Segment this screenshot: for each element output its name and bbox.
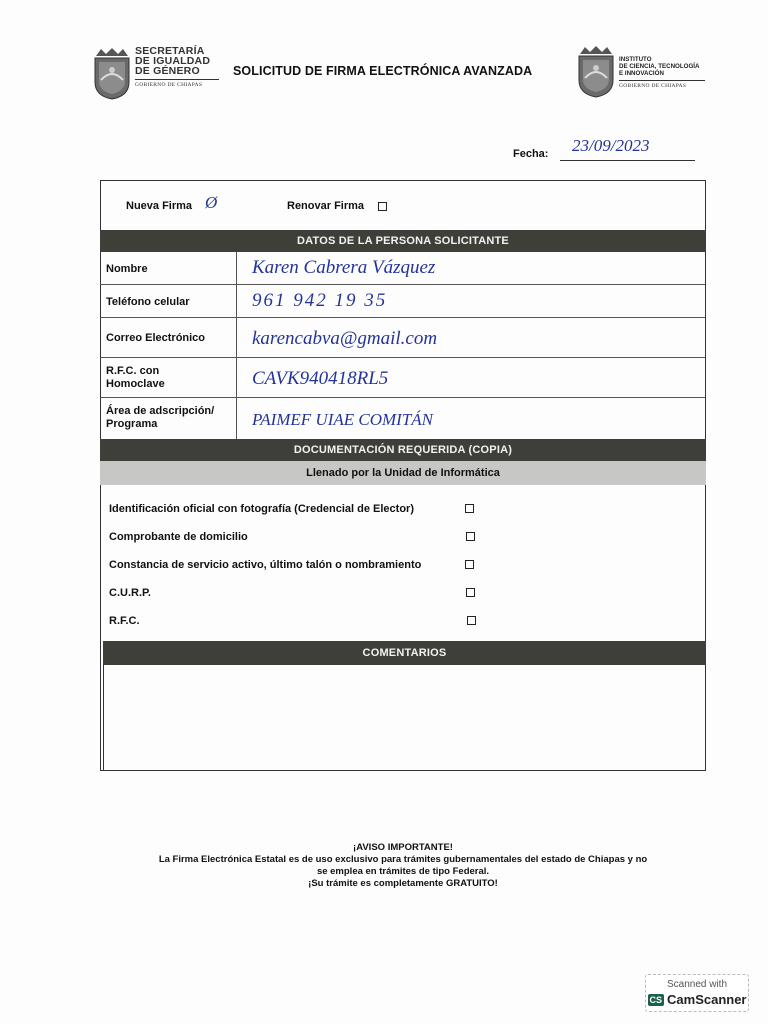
logo-subtitle: GOBIERNO DE CHIAPAS [619, 80, 705, 89]
logo-line: DE GÉNERO [135, 65, 200, 77]
logo-line: SECRETARÍA [135, 45, 205, 57]
camscanner-watermark [645, 974, 749, 1012]
area-field[interactable]: PAIMEF UIAE COMITÁN [252, 410, 433, 429]
renovar-firma-checkbox[interactable] [378, 202, 387, 211]
logo-line: DE CIENCIA, TECNOLOGÍA [619, 63, 700, 70]
nombre-field[interactable]: Karen Cabrera Vázquez [252, 257, 436, 278]
aviso-title: ¡AVISO IMPORTANTE! [353, 842, 453, 853]
documento-checkbox[interactable] [466, 532, 475, 541]
documento-label: C.U.R.P. [109, 587, 151, 599]
documento-checkbox[interactable] [465, 560, 474, 569]
documentacion-section-header: DOCUMENTACIÓN REQUERIDA (COPIA) [100, 439, 706, 461]
comentarios-field[interactable] [103, 665, 706, 771]
watermark-brand: CamScanner [667, 992, 747, 1007]
instituto-logo [577, 44, 705, 98]
field-label: Área de adscripción/ Programa [106, 405, 215, 430]
logo-line: E INNOVACIÓN [619, 70, 664, 77]
chiapas-shield-icon [93, 46, 131, 100]
datos-section-header: DATOS DE LA PERSONA SOLICITANTE [100, 230, 706, 252]
telefono-field[interactable]: 961 942 19 35 [252, 290, 388, 311]
camscanner-logo-icon: CS [649, 994, 663, 1005]
form-row-area [100, 398, 705, 439]
form-row-nombre [100, 252, 705, 285]
documento-label: Comprobante de domicilio [109, 531, 248, 543]
fecha-label: Fecha: [513, 148, 549, 160]
aviso-line: ¡Su trámite es completamente GRATUITO! [308, 878, 498, 889]
fecha-value: 23/09/2023 [572, 136, 650, 155]
form-row-rfc [100, 358, 705, 398]
rfc-field[interactable]: CAVK940418RL5 [252, 368, 389, 389]
documento-label: R.F.C. [109, 615, 140, 627]
logo-line: DE IGUALDAD [135, 55, 211, 67]
secretaria-logo [93, 46, 219, 100]
aviso-line: se emplea en trámites de tipo Federal. [316, 866, 490, 877]
chiapas-shield-icon [577, 44, 615, 98]
documento-label: Constancia de servicio activo, último talón o nombramiento [109, 559, 422, 571]
documento-label: Identificación oficial con fotografía (Credencial de Elector) [109, 503, 414, 515]
renovar-firma-label: Renovar Firma [287, 200, 365, 212]
field-label: Teléfono celular [106, 296, 190, 308]
documento-checkbox[interactable] [466, 588, 475, 597]
nueva-firma-checkbox[interactable]: Ø [205, 193, 218, 212]
documento-checkbox[interactable] [467, 616, 476, 625]
correo-field[interactable]: karencabva@gmail.com [252, 328, 438, 349]
field-label: R.F.C. con Homoclave [106, 365, 165, 390]
aviso-block [100, 842, 706, 890]
document-title: SOLICITUD DE FIRMA ELECTRÓNICA AVANZADA [233, 64, 533, 78]
watermark-caption: Scanned with [666, 979, 728, 990]
aviso-line: La Firma Electrónica Estatal es de uso exclusivo para trámites gubernamentales del estado de Chiapas y no [158, 854, 648, 865]
logo-line: INSTITUTO [619, 56, 652, 63]
form-row-telefono [100, 285, 705, 318]
field-label: Nombre [106, 263, 148, 275]
form-row-correo [100, 318, 705, 358]
logo-subtitle: GOBIERNO DE CHIAPAS [135, 79, 219, 88]
comentarios-section-header: COMENTARIOS [103, 641, 706, 665]
field-label: Correo Electrónico [106, 332, 206, 344]
documento-checkbox[interactable] [465, 504, 474, 513]
nueva-firma-label: Nueva Firma [126, 200, 193, 212]
fecha-field[interactable] [560, 136, 695, 161]
llenado-subheader: Llenado por la Unidad de Informática [100, 461, 706, 485]
